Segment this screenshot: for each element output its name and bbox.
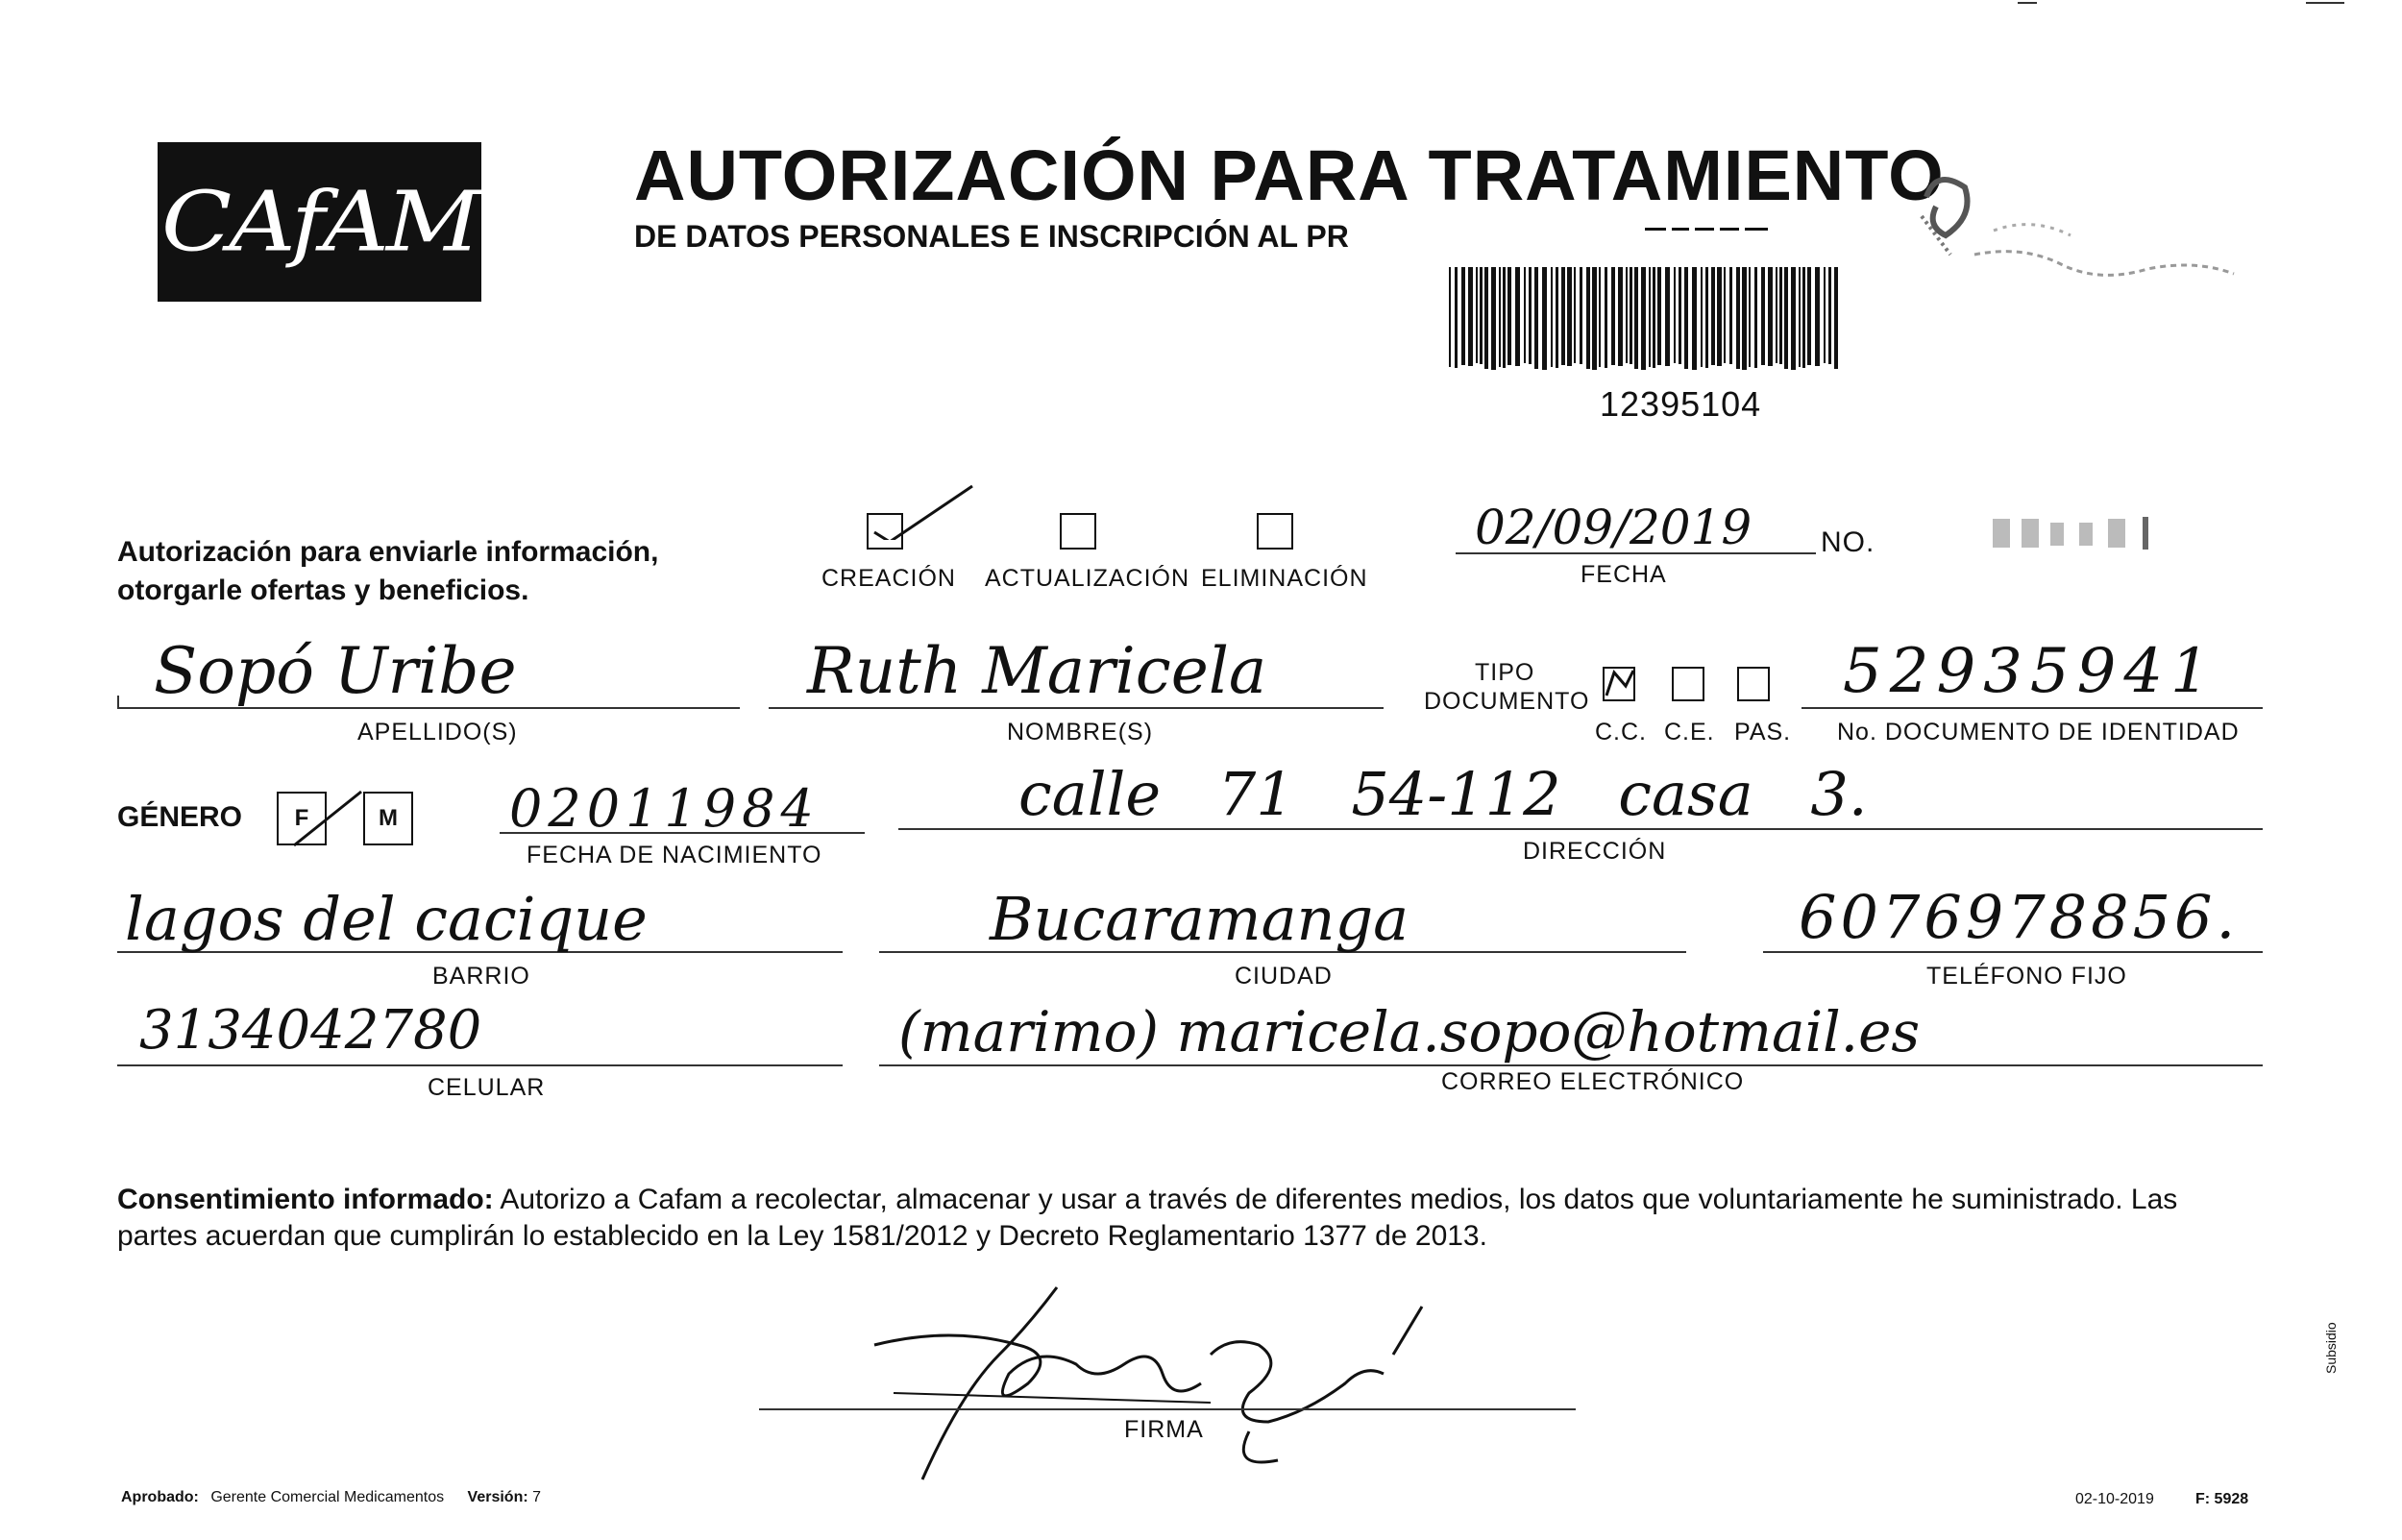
fecha-nacimiento-label: FECHA DE NACIMIENTO bbox=[527, 842, 822, 868]
form-subtitle: DE DATOS PERSONALES E INSCRIPCIÓN AL PR bbox=[634, 219, 1349, 254]
celular-value: 3134042780 bbox=[139, 999, 482, 1062]
footer-date: 02-10-2019 bbox=[2075, 1491, 2154, 1507]
barcode-bar bbox=[1507, 267, 1511, 365]
actualizacion-checkbox[interactable] bbox=[1060, 513, 1096, 550]
barcode-bar bbox=[1776, 267, 1777, 363]
barcode-bar bbox=[1684, 267, 1688, 369]
genero-f-letter: F bbox=[294, 805, 309, 831]
pas-checkbox[interactable] bbox=[1737, 667, 1770, 701]
ciudad-label: CIUDAD bbox=[1235, 963, 1333, 990]
barcode-bar bbox=[1611, 267, 1615, 365]
actualizacion-label: ACTUALIZACIÓN bbox=[985, 565, 1190, 592]
no-documento-underline bbox=[1802, 707, 2263, 709]
authorization-intro-line1: Autorización para enviarle información, bbox=[117, 536, 659, 568]
creacion-checkbox[interactable] bbox=[867, 513, 903, 550]
correo-value: (marimo) maricela.sopo@hotmail.es bbox=[898, 999, 1921, 1064]
barcode-bar bbox=[1468, 267, 1473, 366]
barcode-bar bbox=[1705, 267, 1708, 368]
logo-text: CAfAM bbox=[160, 173, 478, 271]
barcode-bar bbox=[1586, 267, 1590, 369]
no-documento-label: No. DOCUMENTO DE IDENTIDAD bbox=[1837, 719, 2240, 746]
barcode-bar bbox=[1749, 267, 1751, 367]
version-value: 7 bbox=[532, 1489, 542, 1505]
barcode-bar bbox=[1824, 267, 1826, 363]
barcode-bar bbox=[1630, 267, 1632, 364]
barcode-bar bbox=[1551, 267, 1553, 367]
barcode-bar bbox=[1768, 267, 1773, 366]
barcode-bar bbox=[1679, 267, 1681, 364]
footer-code: F: 5928 bbox=[2195, 1491, 2249, 1507]
barcode-bar bbox=[1802, 267, 1805, 368]
barcode-bar bbox=[1692, 267, 1697, 370]
barcode-number: 12395104 bbox=[1600, 384, 1762, 424]
creacion-label: CREACIÓN bbox=[821, 565, 956, 592]
correo-label: CORREO ELECTRÓNICO bbox=[1441, 1068, 1745, 1095]
genero-f-checkbox[interactable] bbox=[277, 792, 327, 845]
fecha-nacimiento-value: 02011984 bbox=[509, 778, 820, 839]
barcode-bar bbox=[1567, 267, 1572, 366]
cafam-logo bbox=[158, 142, 481, 302]
barcode-bar bbox=[1815, 267, 1820, 366]
barcode-bar bbox=[1561, 267, 1565, 365]
barcode-bar bbox=[1754, 267, 1757, 368]
barcode-bar bbox=[1592, 267, 1597, 370]
signature-label: FIRMA bbox=[1124, 1416, 1204, 1443]
barcode-bar bbox=[1605, 267, 1607, 368]
tipo-documento-label-2: DOCUMENTO bbox=[1424, 688, 1590, 715]
barcode-bar bbox=[1476, 267, 1478, 363]
barcode-bar bbox=[1742, 267, 1747, 370]
apellidos-label: APELLIDO(S) bbox=[357, 719, 518, 746]
ce-checkbox[interactable] bbox=[1672, 667, 1704, 701]
barcode-bar bbox=[1779, 267, 1782, 364]
direccion-label: DIRECCIÓN bbox=[1523, 838, 1667, 865]
barcode-bar bbox=[1736, 267, 1740, 369]
barcode-bar bbox=[1529, 267, 1532, 364]
barcode-bar bbox=[1515, 267, 1520, 366]
fecha-value: 02/09/2019 bbox=[1475, 500, 1752, 555]
barcode-bar bbox=[1580, 267, 1582, 364]
subtitle-fragment bbox=[1645, 221, 1779, 231]
fecha-underline bbox=[1456, 552, 1816, 554]
tipo-documento-label-1: TIPO bbox=[1475, 659, 1535, 686]
nombres-value: Ruth Maricela bbox=[807, 634, 1267, 708]
version-label: Versión: bbox=[467, 1489, 528, 1505]
barcode-bar bbox=[1449, 267, 1451, 367]
no-stamp-number bbox=[1989, 509, 2200, 562]
genero-m-checkbox[interactable] bbox=[363, 792, 413, 845]
telefono-value: 6076978856. bbox=[1799, 882, 2240, 952]
telefono-label: TELÉFONO FIJO bbox=[1926, 963, 2127, 990]
form-title: AUTORIZACIÓN PARA TRATAMIENTO bbox=[634, 135, 1945, 215]
eliminacion-label: ELIMINACIÓN bbox=[1201, 565, 1368, 592]
barcode-bar bbox=[1724, 267, 1726, 363]
barcode-bar bbox=[1534, 267, 1538, 369]
apellidos-value: Sopó Uribe bbox=[154, 634, 517, 708]
barcode-bar bbox=[1455, 267, 1458, 368]
barcode-bar bbox=[1784, 267, 1788, 369]
barcode-bar bbox=[1491, 267, 1496, 370]
corner-mark bbox=[2018, 2, 2037, 4]
genero-m-letter: M bbox=[379, 805, 398, 831]
celular-label: CELULAR bbox=[428, 1074, 546, 1101]
tick bbox=[117, 696, 119, 707]
authorization-intro-line2: otorgarle ofertas y beneficios. bbox=[117, 574, 529, 606]
fecha-label: FECHA bbox=[1581, 561, 1667, 588]
barcode-bar bbox=[1799, 267, 1801, 367]
stamp-mark bbox=[1907, 149, 2272, 317]
consent-paragraph bbox=[117, 1182, 2260, 1255]
nombres-label: NOMBRE(S) bbox=[1007, 719, 1154, 746]
barcode-bar bbox=[1717, 267, 1722, 366]
barcode-bar bbox=[1653, 267, 1655, 368]
consent-heading: Consentimiento informado: bbox=[117, 1184, 494, 1215]
direccion-value: calle 71 54-112 casa 3. bbox=[1018, 759, 1868, 829]
barcode-bar bbox=[1711, 267, 1715, 365]
barcode-bar bbox=[1828, 267, 1831, 364]
barcode-bar bbox=[1791, 267, 1796, 370]
barcode bbox=[1449, 267, 1843, 378]
barcode-bar bbox=[1574, 267, 1576, 363]
barcode-bar bbox=[1484, 267, 1488, 369]
barcode-bar bbox=[1807, 267, 1811, 365]
barcode-bar bbox=[1657, 267, 1661, 365]
fecha-nacimiento-underline bbox=[500, 832, 865, 834]
barcode-bar bbox=[1729, 267, 1732, 364]
barcode-bar bbox=[1542, 267, 1547, 370]
barrio-label: BARRIO bbox=[432, 963, 530, 990]
pas-label: PAS. bbox=[1734, 719, 1792, 746]
footer-approved bbox=[121, 1489, 541, 1506]
barcode-bar bbox=[1480, 267, 1483, 364]
signature-image bbox=[807, 1268, 1576, 1503]
ce-label: C.E. bbox=[1664, 719, 1715, 746]
barcode-bar bbox=[1599, 267, 1601, 367]
barcode-bar bbox=[1834, 267, 1838, 369]
consent-text: Autorizo a Cafam a recolectar, almacenar y usar a través de diferentes medios, los datos que voluntariamente he suministrado. Las partes acuerdan que cumplirán lo establecido en la Ley 1581/2012 y Decreto Reglamentario 1377 de 2013. bbox=[117, 1184, 2178, 1252]
barcode-bar bbox=[1461, 267, 1465, 365]
ciudad-value: Bucaramanga bbox=[990, 884, 1409, 954]
correo-underline bbox=[879, 1064, 2263, 1066]
cc-checkbox[interactable] bbox=[1603, 667, 1635, 701]
aprobado-value: Gerente Comercial Medicamentos bbox=[210, 1489, 445, 1505]
corner-mark bbox=[2306, 2, 2344, 4]
celular-underline bbox=[117, 1064, 843, 1066]
barrio-value: lagos del cacique bbox=[125, 884, 648, 954]
barcode-bar bbox=[1524, 267, 1526, 363]
no-documento-value: 52935941 bbox=[1843, 636, 2218, 707]
barcode-bar bbox=[1634, 267, 1638, 369]
no-label: NO. bbox=[1821, 526, 1875, 558]
barcode-bar bbox=[1761, 267, 1765, 365]
signature-underline bbox=[759, 1408, 1576, 1410]
genero-label: GÉNERO bbox=[117, 801, 243, 833]
aprobado-label: Aprobado: bbox=[121, 1489, 199, 1505]
barcode-bar bbox=[1674, 267, 1676, 363]
barcode-bar bbox=[1499, 267, 1501, 367]
cc-label: C.C. bbox=[1595, 719, 1647, 746]
barcode-bar bbox=[1503, 267, 1506, 368]
barcode-bar bbox=[1626, 267, 1628, 363]
barcode-bar bbox=[1649, 267, 1651, 367]
barcode-bar bbox=[1556, 267, 1558, 368]
eliminacion-checkbox[interactable] bbox=[1257, 513, 1293, 550]
barcode-bar bbox=[1641, 267, 1646, 370]
barcode-bar bbox=[1618, 267, 1623, 366]
barcode-bar bbox=[1701, 267, 1703, 367]
barcode-bar bbox=[1665, 267, 1670, 366]
side-text: Subsidio bbox=[2323, 1322, 2339, 1374]
